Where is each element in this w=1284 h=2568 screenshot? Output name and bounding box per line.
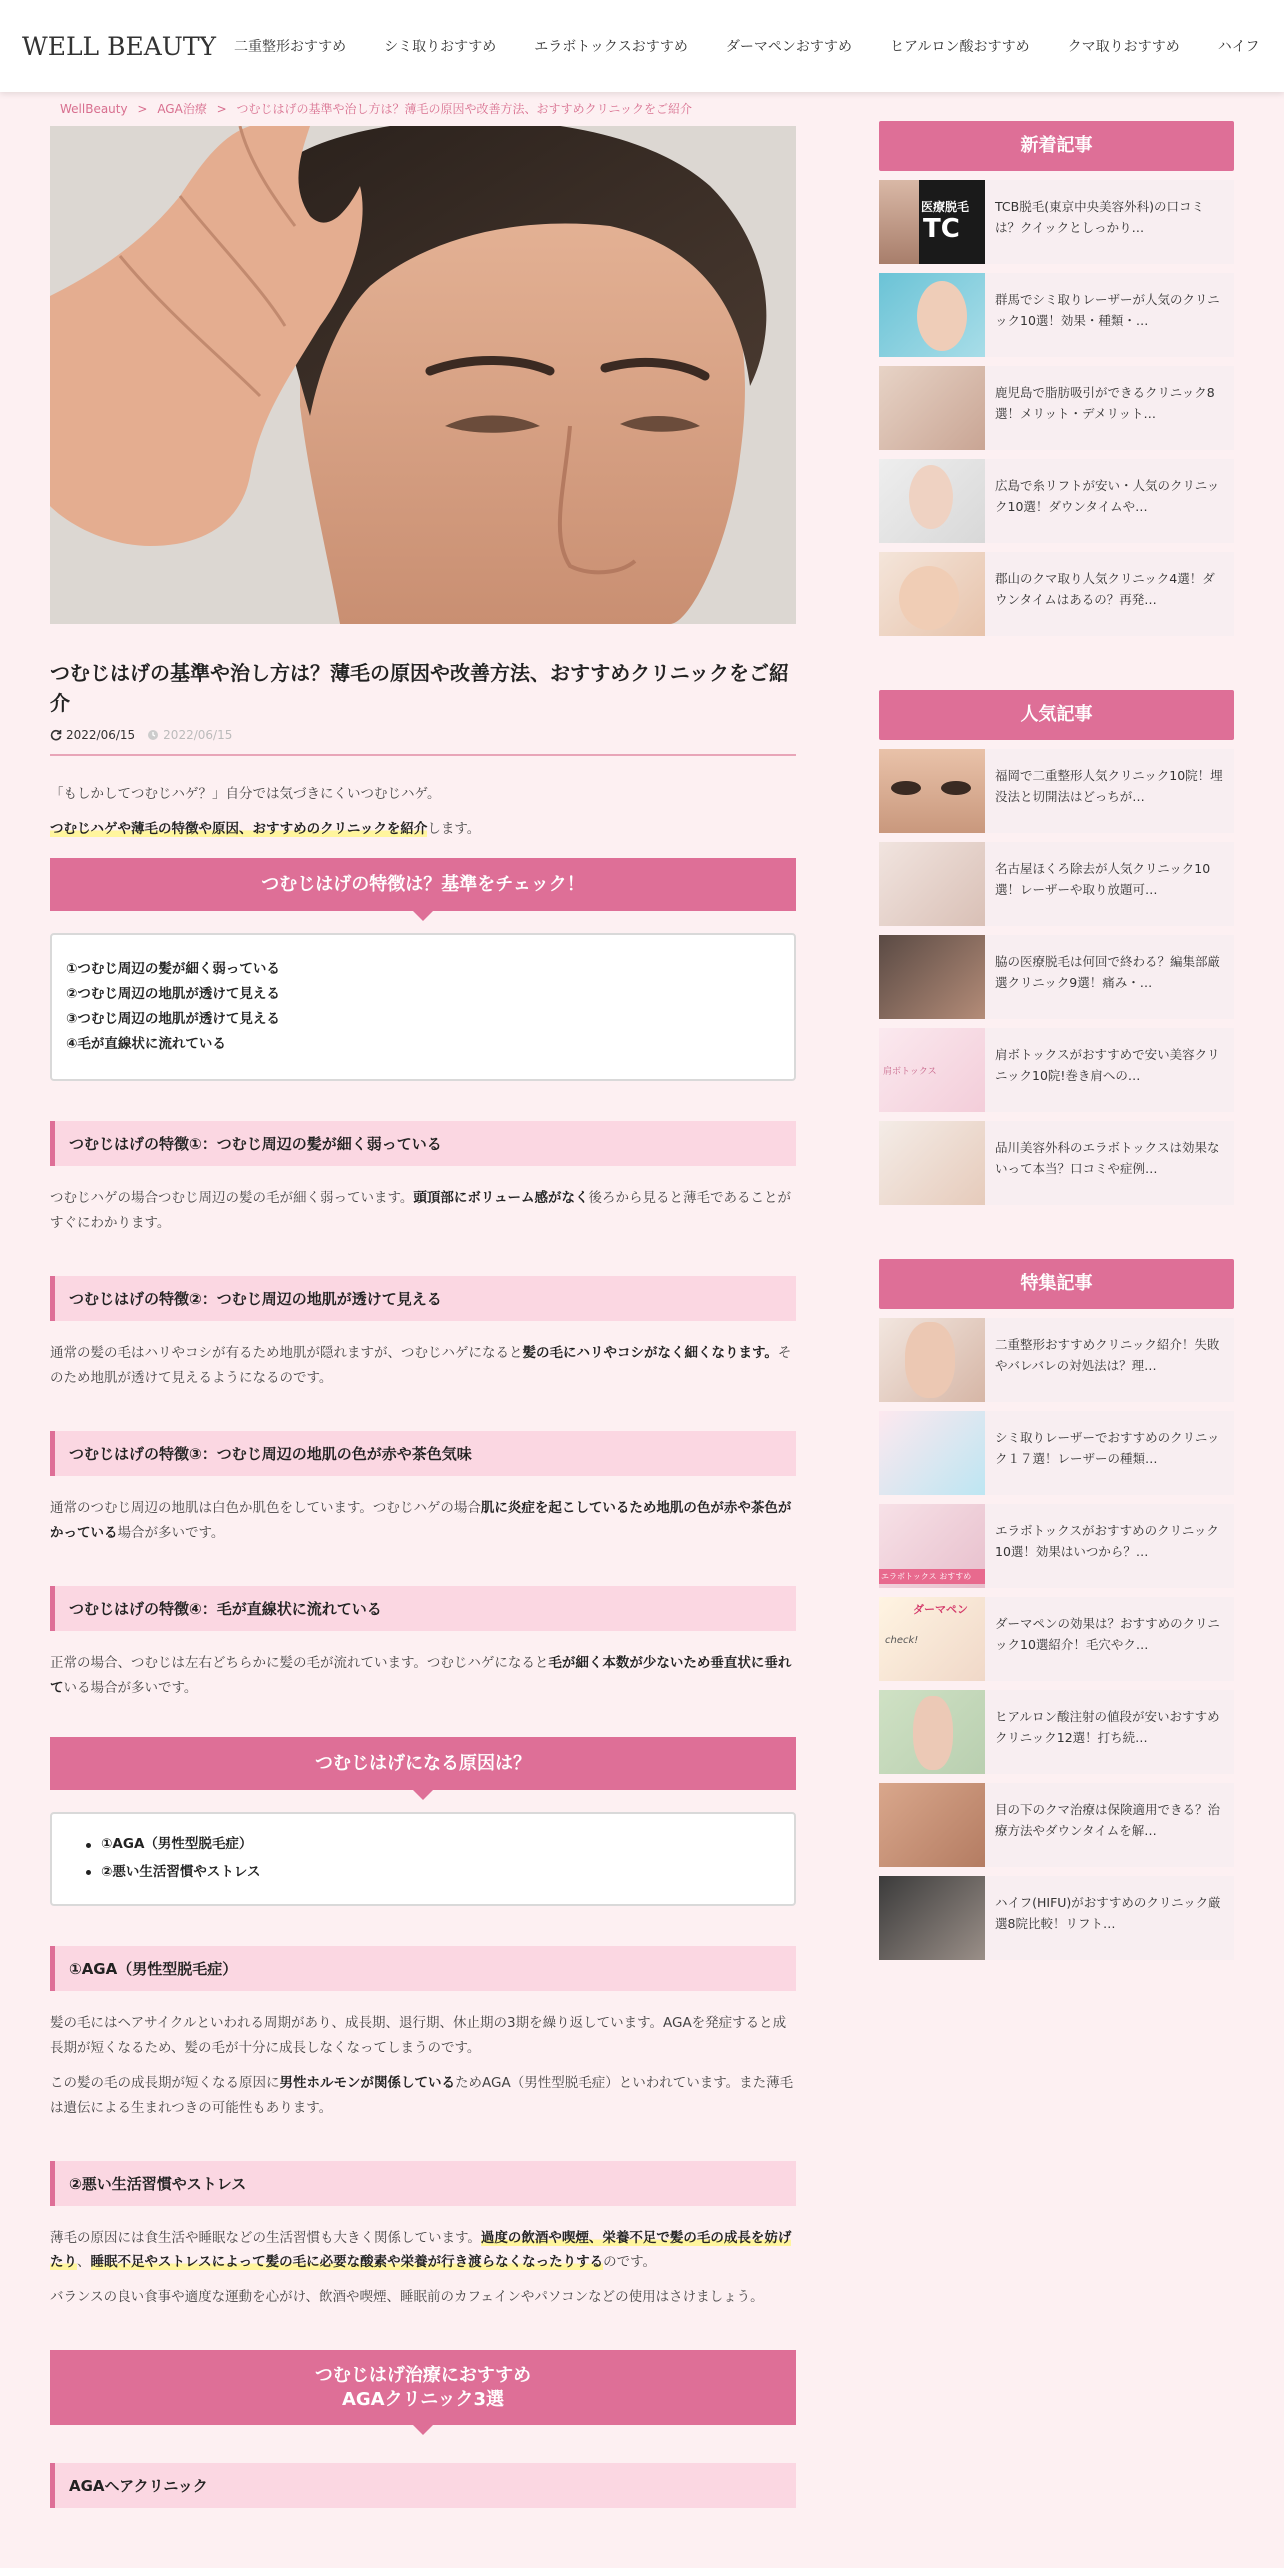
sidebar-article-card[interactable] [879, 1690, 1234, 1774]
article-card-title: ダーマペンの効果は？おすすめのクリニック10選紹介！毛穴やク… [995, 1616, 1220, 1653]
article-thumbnail [879, 1504, 985, 1588]
section-heading-clinics [50, 2350, 796, 2425]
feature-3-text [50, 1496, 796, 1546]
text: 正常の場合、つむじは左右どちらかに髪の毛が流れています。つむじハゲになると [50, 1655, 549, 1672]
sidebar-article-card[interactable] [879, 1028, 1234, 1112]
thumb-text: 医療脱毛 [921, 200, 970, 214]
intro-paragraph-2 [50, 817, 796, 842]
nav-item-hifu[interactable]: ハイフ [1217, 39, 1260, 55]
article-card-title: エラボトックスがおすすめのクリニック10選！効果はいつから？… [995, 1523, 1219, 1560]
subheading-feature-2: つむじはげの特徴②：つむじ周辺の地肌が透けて見える [50, 1276, 796, 1321]
article-thumbnail [879, 552, 985, 636]
sidebar-article-card[interactable] [879, 552, 1234, 636]
refresh-icon [50, 729, 62, 741]
text: 後ろから見ると薄毛であることがすぐにわかります。 [50, 1190, 792, 1232]
subheading-clinic-1: AGAヘアクリニック [50, 2463, 796, 2508]
feature-2-text [50, 1341, 796, 1391]
article-card-title: ハイフ(HIFU)がおすすめのクリニック厳選8院比較！リフト… [995, 1895, 1221, 1932]
feature-4-text [50, 1651, 796, 1701]
sidebar-featured-articles [879, 1259, 1234, 1960]
article-card-title: 群馬でシミ取りレーザーが人気のクリニック10選！効果・種類・… [995, 292, 1220, 329]
subheading-cause-1: ①AGA（男性型脱毛症） [50, 1946, 796, 1991]
article-thumbnail [879, 1028, 985, 1112]
article-title: つむじはげの基準や治し方は？薄毛の原因や改善方法、おすすめクリニックをご紹介 [50, 661, 789, 715]
nav-item-jaw-botox[interactable]: エラボトックスおすすめ [534, 39, 688, 55]
thumb-text: 肩ボトックス [883, 1067, 937, 1077]
article-card-title: 目の下のクマ治療は保険適用できる？治療方法やダウンタイムを解… [995, 1802, 1221, 1839]
cause-2-text [50, 2226, 796, 2276]
subheading-feature-1: つむじはげの特徴①：つむじ周辺の髪が細く弱っている [50, 1121, 796, 1166]
bold-text: 肌に炎症を起こしているため地肌の色が赤や茶色がかっている [50, 1500, 792, 1542]
article-thumbnail [879, 366, 985, 450]
heading-line: AGAクリニック3選 [341, 2388, 505, 2410]
sidebar-article-card[interactable] [879, 180, 1234, 264]
sidebar-article-card[interactable] [879, 1876, 1234, 1960]
breadcrumb [60, 100, 698, 117]
text: そのため地肌が透けて見えるようになるのです。 [50, 1345, 792, 1387]
site-header [0, 0, 1284, 92]
article-thumbnail [879, 273, 985, 357]
article-card-title: 名古屋ほくろ除去が人気クリニック10選！レーザーや取り放題可… [995, 861, 1211, 898]
sidebar-article-card[interactable] [879, 935, 1234, 1019]
text: 薄毛の原因には食生活や睡眠などの生活習慣も大きく関係しています。 [50, 2229, 481, 2246]
clock-icon [147, 729, 159, 741]
sidebar-popular-articles [879, 690, 1234, 1205]
article-thumbnail [879, 1876, 985, 1960]
feature-1-text [50, 1186, 796, 1236]
published-date: 2022/06/15 [66, 728, 136, 742]
article-thumbnail [879, 459, 985, 543]
text: この髪の毛の成長期が短くなる原因に [50, 2074, 280, 2091]
breadcrumb-category[interactable]: AGA治療 [157, 102, 207, 116]
text: のです。 [603, 2254, 657, 2271]
intro-rest: します。 [427, 820, 481, 837]
thumb-text: check! [885, 1635, 919, 1646]
list-item: ①つむじ周辺の髪が細く弱っている [66, 961, 280, 978]
bold-text: 毛が細く本数が少ないため垂直状に垂れて [50, 1655, 792, 1696]
article-card-title: 二重整形おすすめクリニック紹介！失敗やバレバレの対処法は？理… [995, 1337, 1220, 1374]
thumb-text: ダーマペン [913, 1603, 968, 1616]
article-card-title: 品川美容外科のエラボトックスは効果ないって本当？口コミや症例… [995, 1140, 1220, 1177]
bold-text: 髪の毛にハリやコシがなく細くなります。 [522, 1345, 778, 1362]
heading-line: つむじはげ治療におすすめ [314, 2365, 532, 2387]
article-thumbnail [879, 1597, 985, 1681]
subheading-feature-3: つむじはげの特徴③：つむじ周辺の地肌の色が赤や茶色気味 [50, 1431, 796, 1476]
sidebar-article-card[interactable] [879, 366, 1234, 450]
article-card-title: 肩ボトックスがおすすめで安い美容クリニック10院!巻き肩への… [995, 1047, 1220, 1084]
article-thumbnail [879, 180, 985, 264]
breadcrumb-separator: > [216, 102, 227, 116]
article-thumbnail [879, 1318, 985, 1402]
modified-date: 2022/06/15 [163, 728, 233, 742]
sidebar-heading: 人気記事 [879, 690, 1234, 740]
section-heading-features: つむじはげの特徴は？基準をチェック！ [50, 858, 796, 911]
sidebar-article-card[interactable] [879, 1783, 1234, 1867]
text: いる場合が多いです。 [63, 1679, 198, 1696]
list-item: ②悪い生活習慣やストレス [86, 1860, 780, 1886]
thumb-text: エラボトックス おすすめ [879, 1569, 985, 1584]
sidebar-article-card[interactable] [879, 1411, 1234, 1495]
text: 通常のつむじ周辺の地肌は白色か肌色をしています。つむじハゲの場合 [50, 1500, 481, 1517]
text: 、 [77, 2254, 91, 2271]
article-card-title: 郡山のクマ取り人気クリニック4選！ダウンタイムはあるの？再発… [995, 571, 1215, 608]
section-heading-causes: つむじはげになる原因は？ [50, 1737, 796, 1790]
breadcrumb-current: つむじはげの基準や治し方は？薄毛の原因や改善方法、おすすめクリニックをご紹介 [236, 102, 692, 116]
cause-2-text-2: バランスの良い食事や適度な運動を心がけ、飲酒や喫煙、睡眠前のカフェインやパソコンなどの使用はさけましょう。 [50, 2289, 764, 2306]
nav-item-hyaluronic[interactable]: ヒアルロン酸おすすめ [890, 39, 1030, 55]
site-logo[interactable]: WELL BEAUTY [22, 31, 217, 61]
hero-image [50, 126, 796, 624]
breadcrumb-home[interactable]: WellBeauty [60, 102, 128, 116]
text: 場合が多いです。 [117, 1525, 225, 1542]
article-card-title: ヒアルロン酸注射の値段が安いおすすめクリニック12選！打ち続… [995, 1709, 1220, 1746]
sidebar-article-card[interactable] [879, 842, 1234, 926]
nav-item-dark-circles[interactable]: クマ取りおすすめ [1067, 39, 1180, 55]
list-item: ③つむじ周辺の地肌が透けて見える [66, 1011, 280, 1028]
text: ためAGA（男性型脱毛症）といわれています。また薄毛は遺伝による生まれつきの可能性もあります。 [50, 2074, 794, 2116]
sidebar-heading: 新着記事 [879, 121, 1234, 171]
features-summary-box [50, 933, 796, 1081]
article-thumbnail [879, 1411, 985, 1495]
highlight-text: 睡眠不足やストレスによって髪の毛に必要な酸素や栄養が行き渡らなくなったりする [90, 2254, 604, 2271]
text: 通常の髪の毛はハリやコシが有るため地肌が隠れますが、つむじハゲになると [50, 1345, 523, 1362]
causes-summary-box [50, 1812, 796, 1905]
global-nav [234, 36, 1259, 56]
article-thumbnail [879, 749, 985, 833]
article-main [50, 126, 796, 2508]
bold-text: 男性ホルモンが関係している [279, 2074, 455, 2091]
list-item: ①AGA（男性型脱毛症） [86, 1832, 780, 1858]
article-card-title: 鹿児島で脂肪吸引ができるクリニック8選！メリット・デメリット… [995, 385, 1215, 422]
article-thumbnail [879, 842, 985, 926]
sidebar-new-articles [879, 121, 1234, 636]
highlight-text: 過度の飲酒や喫煙、栄養不足で髪の毛の成長を妨げたり [50, 2229, 792, 2271]
sidebar-article-card[interactable] [879, 1504, 1234, 1588]
sidebar-article-card[interactable] [879, 1318, 1234, 1402]
article-card-title: TCB脱毛(東京中央美容外科)の口コミは？クイックとしっかり… [995, 199, 1204, 236]
text: つむじハゲの場合つむじ周辺の髪の毛が細く弱っています。 [50, 1190, 414, 1207]
article-card-title: 脇の医療脱毛は何回で終わる？編集部厳選クリニック9選！痛み・… [995, 954, 1221, 991]
sidebar-article-card[interactable] [879, 273, 1234, 357]
article-thumbnail [879, 1690, 985, 1774]
sidebar-heading: 特集記事 [879, 1259, 1234, 1309]
article-thumbnail [879, 935, 985, 1019]
sidebar-article-card[interactable] [879, 1121, 1234, 1205]
article-card-title: シミ取りレーザーでおすすめのクリニック１７選！レーザーの種類… [995, 1430, 1220, 1467]
sidebar-article-card[interactable] [879, 459, 1234, 543]
nav-item-double-eyelid[interactable]: 二重整形おすすめ [234, 39, 347, 55]
article-thumbnail [879, 1121, 985, 1205]
nav-item-spot-removal[interactable]: シミ取りおすすめ [384, 39, 497, 55]
nav-item-dermapen[interactable]: ダーマペンおすすめ [725, 39, 853, 55]
article-card-title: 広島で糸リフトが安い・人気のクリニック10選！ダウンタイムや… [995, 478, 1220, 515]
article-dates [50, 728, 796, 756]
sidebar-article-card[interactable] [879, 749, 1234, 833]
breadcrumb-separator: > [137, 102, 148, 116]
article-thumbnail [879, 1783, 985, 1867]
bold-text: 頭頂部にボリューム感がなく [413, 1190, 589, 1207]
sidebar-article-card[interactable] [879, 1597, 1234, 1681]
article-card-title: 福岡で二重整形人気クリニック10院！埋没法と切開法はどっちが… [995, 768, 1223, 805]
list-item: ④毛が直線状に流れている [66, 1036, 226, 1053]
cause-1-text-2 [50, 2071, 796, 2121]
cause-1-text: 髪の毛にはヘアサイクルといわれる周期があり、成長期、退行期、休止期の3期を繰り返しています。AGAを発症すると成長期が短くなるため、髪の毛が十分に成長しなくなってしまうのです。 [50, 2014, 787, 2056]
intro-highlight: つむじハゲや薄毛の特徴や原因、おすすめのクリニックを紹介 [50, 820, 428, 837]
subheading-feature-4: つむじはげの特徴④：毛が直線状に流れている [50, 1586, 796, 1631]
thumb-text: TC [923, 214, 960, 244]
subheading-cause-2: ②悪い生活習慣やストレス [50, 2161, 796, 2206]
list-item: ②つむじ周辺の地肌が透けて見える [66, 986, 280, 1003]
intro-paragraph: 「もしかしてつむじハゲ？」自分では気づきにくいつむじハゲ。 [50, 786, 441, 802]
